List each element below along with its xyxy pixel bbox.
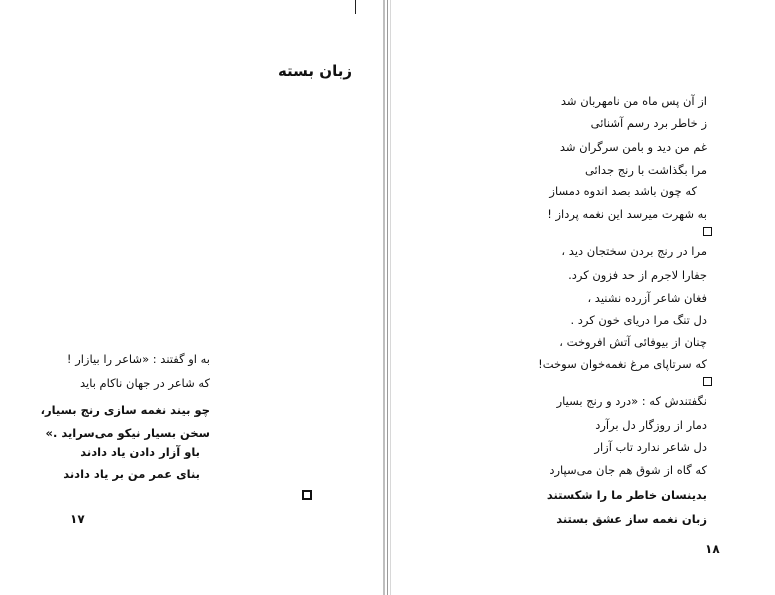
poem-line: چنان از بیوفائی آتش افروخت ، bbox=[559, 335, 707, 349]
poem-line: مرا در رنج بردن سختجان دید ، bbox=[561, 244, 707, 258]
left-page bbox=[0, 0, 383, 595]
poem-line: دمار از روزگار دل برآرد bbox=[595, 418, 707, 432]
poem-line: باو آزار دادن یاد دادند bbox=[80, 445, 200, 459]
book-gutter bbox=[383, 0, 385, 595]
poem-line: که سرتاپای مرغ نغمه‌خوان سوخت! bbox=[538, 357, 707, 371]
poem-line: مرا بگذاشت با رنج جدائی bbox=[584, 163, 707, 177]
page-number: ۱۷ bbox=[70, 512, 85, 526]
book-gutter-shadow bbox=[390, 0, 391, 595]
poem-line: سخن بسیار نیکو می‌سراید .» bbox=[45, 426, 210, 440]
poem-line: زبان نغمه ساز عشق بستند bbox=[556, 512, 707, 526]
poem-line: نگفتندش که : «درد و رنج بسیار bbox=[556, 394, 707, 408]
poem-line: بنای عمر من بر یاد دادند bbox=[63, 467, 200, 481]
page-number: ۱۸ bbox=[705, 542, 720, 556]
poem-line: که شاعر در جهان ناکام باید bbox=[79, 376, 210, 390]
poem-line: که گاه از شوق هم جان می‌سپارد bbox=[549, 463, 707, 477]
poem-line: به او گفتند : «شاعر را بیازار ! bbox=[66, 352, 210, 366]
poem-line: از آن پس ماه من نامهربان شد bbox=[560, 94, 707, 108]
stanza-break-box bbox=[703, 377, 712, 386]
stanza-break-box bbox=[703, 227, 712, 236]
poem-line: دل شاعر ندارد تاب آزار bbox=[594, 440, 707, 454]
poem-line: غم من دید و بامن سرگران شد bbox=[559, 140, 707, 154]
left-poem-lines bbox=[10, 352, 210, 482]
poem-line: بدینسان خاطر ما را شکستند bbox=[546, 488, 707, 502]
poem-line: فغان شاعر آزرده نشنید ، bbox=[587, 291, 707, 305]
poem-title: زبان بسته bbox=[277, 62, 352, 80]
poem-line: جفارا لاجرم از حد فزون کرد. bbox=[568, 268, 707, 282]
right-poem-lines bbox=[447, 94, 707, 534]
poem-line: چو بیند نغمه سازی رنج بسیار، bbox=[40, 403, 210, 417]
poem-line: دل تنگ مرا دریای خون کرد . bbox=[570, 313, 707, 327]
end-of-poem-box bbox=[302, 490, 312, 500]
poem-line: ز خاطر برد رسم آشنائی bbox=[590, 116, 707, 130]
right-page bbox=[392, 0, 775, 595]
poem-line: که چون باشد بصد اندوه دمساز bbox=[549, 184, 697, 198]
poem-line: به شهرت میرسد این نغمه پرداز ! bbox=[547, 207, 707, 221]
book-gutter-line bbox=[387, 0, 388, 595]
